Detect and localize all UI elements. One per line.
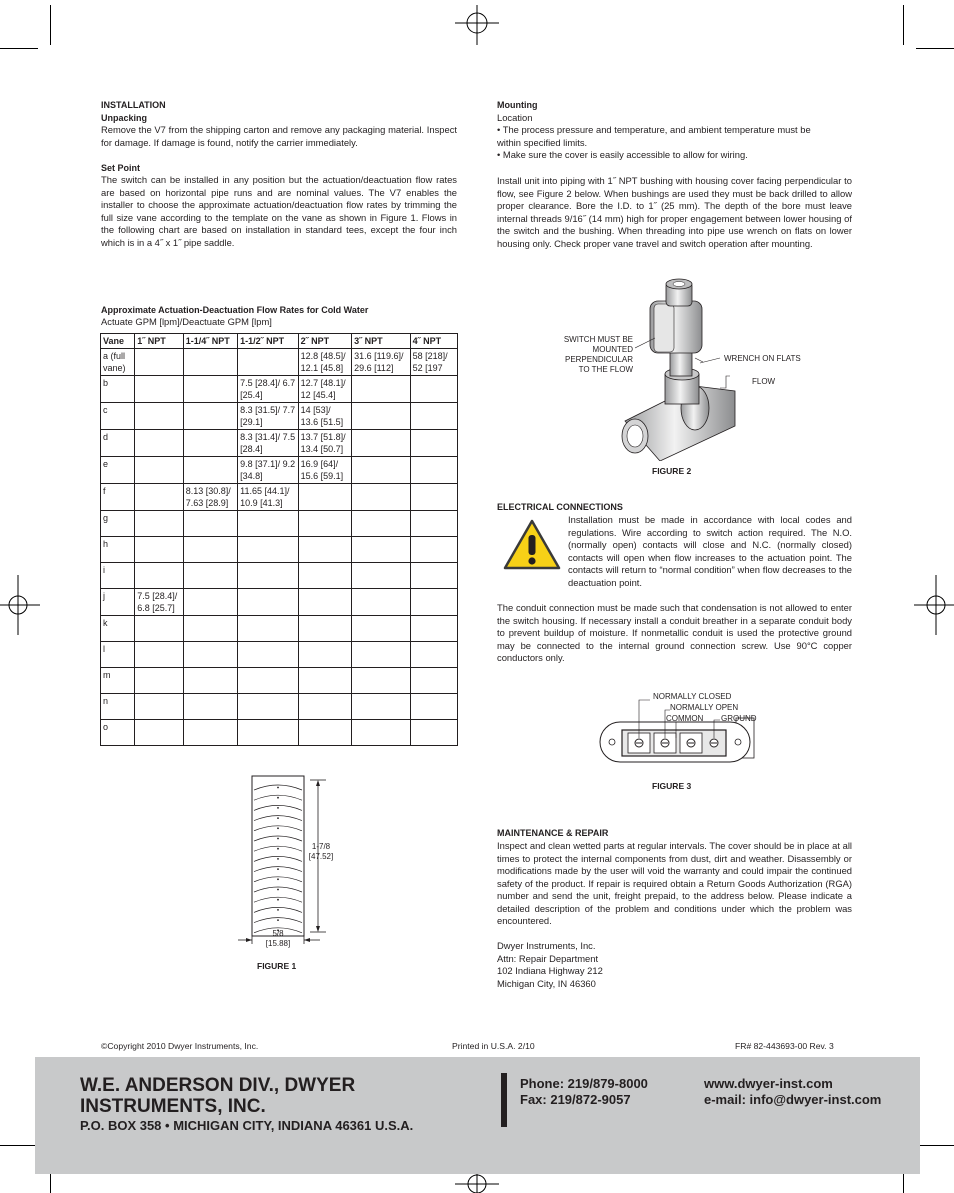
flow-rate-cell bbox=[298, 484, 351, 511]
vane-label-cell: n bbox=[101, 694, 135, 720]
vane-trim-mark bbox=[277, 909, 279, 911]
vane-trim-mark bbox=[277, 899, 279, 901]
flow-rate-cell: 11.65 [44.1]/ 10.9 [41.3] bbox=[238, 484, 299, 511]
flow-rate-cell bbox=[352, 484, 410, 511]
flow-rate-cell bbox=[135, 457, 183, 484]
table-row bbox=[101, 403, 458, 430]
fig3-normally-open: NORMALLY OPEN bbox=[670, 703, 739, 712]
vane-label-cell: k bbox=[101, 616, 135, 642]
flow-rate-cell: 8.3 [31.5]/ 7.7 [29.1] bbox=[238, 403, 299, 430]
table-header-cell: 3˝ NPT bbox=[352, 334, 410, 349]
table-row bbox=[101, 668, 458, 694]
po-box: P.O. BOX 358 • MICHIGAN CITY, INDIANA 46361 U.S.A. bbox=[80, 1118, 414, 1133]
registration-mark-left bbox=[0, 575, 40, 635]
flow-table-title: Approximate Actuation-Deactuation Flow Rates for Cold Water bbox=[101, 305, 369, 315]
flow-rate-cell bbox=[135, 616, 183, 642]
vane-label-cell: a (full vane) bbox=[101, 349, 135, 376]
flow-rate-cell bbox=[410, 457, 457, 484]
vane-trim-mark bbox=[277, 817, 279, 819]
maintenance-heading: MAINTENANCE & REPAIR bbox=[497, 828, 609, 838]
flow-rate-cell bbox=[135, 694, 183, 720]
flow-rate-cell bbox=[183, 642, 237, 668]
crop-mark bbox=[0, 1145, 38, 1146]
mounting-heading: Mounting bbox=[497, 100, 538, 110]
registration-mark-top bbox=[450, 5, 504, 45]
vane-label-cell: d bbox=[101, 430, 135, 457]
fig1-width-inch: 5/8 bbox=[272, 929, 284, 938]
flow-rate-cell bbox=[410, 694, 457, 720]
table-row bbox=[101, 484, 458, 511]
form-number: FR# 82-443693-00 Rev. 3 bbox=[735, 1041, 834, 1051]
crop-mark bbox=[0, 48, 38, 49]
fig3-normally-closed: NORMALLY CLOSED bbox=[653, 692, 732, 701]
flow-rate-cell bbox=[298, 642, 351, 668]
setpoint-text: The switch can be installed in any position but the actuation/deactuation flow rates are based on horizontal pipe runs and are nominal values. The V7 enables the installer to choose the approximate actuation/deactuation flow rates by trimming the full size vane according to the template on the vane as shown in Figure 1. Flows in the following chart are based on installation in standard tees, except the four inch which is in a 4˝ x 1˝ pipe saddle. bbox=[101, 174, 457, 248]
vane-trim-mark bbox=[277, 807, 279, 809]
flow-rate-cell bbox=[238, 616, 299, 642]
vane-trim-mark bbox=[277, 827, 279, 829]
vane-label-cell: o bbox=[101, 720, 135, 746]
flow-rate-cell bbox=[135, 349, 183, 376]
flow-rate-cell bbox=[352, 694, 410, 720]
table-row bbox=[101, 642, 458, 668]
vane-label-cell: m bbox=[101, 668, 135, 694]
flow-rate-cell bbox=[298, 616, 351, 642]
flow-rate-cell: 58 [218]/ 52 [197 bbox=[410, 349, 457, 376]
flow-rate-cell: 16.9 [64]/ 15.6 [59.1] bbox=[298, 457, 351, 484]
flow-rate-cell bbox=[352, 537, 410, 563]
flow-rate-cell: 14 [53]/ 13.6 [51.5] bbox=[298, 403, 351, 430]
flow-rate-cell bbox=[183, 457, 237, 484]
flow-rate-cell bbox=[410, 563, 457, 589]
company-name-line2: INSTRUMENTS, INC. bbox=[80, 1096, 266, 1117]
figure3-caption: FIGURE 3 bbox=[652, 781, 692, 791]
flow-rate-cell bbox=[135, 720, 183, 746]
flow-rate-cell: 9.8 [37.1]/ 9.2 [34.8] bbox=[238, 457, 299, 484]
conduit-text: The conduit connection must be made such that condensation is not allowed to enter the switch housing. If necessary install a conduit breather in a separate conduit body to prevent buildup of moisture. If nonmetallic conduit is used the protective ground may be connected to the internal ground connection screw. Use 90°C copper conductors only. bbox=[497, 602, 852, 663]
footer-divider bbox=[501, 1073, 507, 1127]
contact-phone-fax bbox=[520, 1076, 648, 1108]
table-header-cell: 1˝ NPT bbox=[135, 334, 183, 349]
flow-rate-cell bbox=[183, 511, 237, 537]
flow-rate-cell bbox=[135, 403, 183, 430]
table-header-row bbox=[101, 334, 458, 349]
flow-rate-cell bbox=[298, 511, 351, 537]
installation-heading: INSTALLATION bbox=[101, 100, 166, 110]
fig2-flow-callout: FLOW bbox=[752, 377, 776, 386]
crop-mark bbox=[903, 5, 904, 45]
vane-label-cell: i bbox=[101, 563, 135, 589]
unpacking-text: Remove the V7 from the shipping carton and remove any packaging material. Inspect for damage. If damage is found, notify the carrier immediately. bbox=[101, 124, 457, 148]
flow-rate-cell bbox=[352, 642, 410, 668]
table-row bbox=[101, 511, 458, 537]
table-row bbox=[101, 430, 458, 457]
table-row bbox=[101, 349, 458, 376]
mounting-bullet-1: • The process pressure and temperature, and ambient temperature must be within specified limits. bbox=[497, 124, 811, 148]
vane-label-cell: c bbox=[101, 403, 135, 430]
vane-trim-mark bbox=[277, 787, 279, 789]
flow-rate-cell bbox=[352, 720, 410, 746]
flow-rate-cell bbox=[183, 403, 237, 430]
vane-trim-mark bbox=[277, 919, 279, 921]
address-line: Attn: Repair Department bbox=[497, 952, 599, 964]
flow-rate-cell bbox=[238, 642, 299, 668]
flow-rate-cell bbox=[410, 537, 457, 563]
flow-rate-cell bbox=[183, 430, 237, 457]
flow-rate-cell: 7.5 [28.4]/ 6.7 [25.4] bbox=[238, 376, 299, 403]
table-row bbox=[101, 589, 458, 616]
electrical-heading: ELECTRICAL CONNECTIONS bbox=[497, 502, 623, 512]
address-line: 102 Indiana Highway 212 bbox=[497, 965, 603, 976]
flow-rate-cell bbox=[183, 563, 237, 589]
flow-rate-cell bbox=[135, 430, 183, 457]
flow-rate-cell bbox=[135, 563, 183, 589]
vane-label-cell: j bbox=[101, 589, 135, 616]
flow-rate-cell bbox=[298, 668, 351, 694]
flow-rate-cell bbox=[135, 376, 183, 403]
warning-icon bbox=[502, 518, 562, 572]
table-header-cell: 1-1/4˝ NPT bbox=[183, 334, 237, 349]
flow-rate-cell: 13.7 [51.8]/ 13.4 [50.7] bbox=[298, 430, 351, 457]
address-line: Michigan City, IN 46360 bbox=[497, 977, 596, 989]
flow-rate-cell bbox=[298, 537, 351, 563]
fig1-height-dim bbox=[307, 842, 335, 862]
vane-trim-mark bbox=[277, 878, 279, 880]
vane-trim-mark bbox=[277, 848, 279, 850]
vane-label-cell: b bbox=[101, 376, 135, 403]
flow-rate-cell bbox=[238, 694, 299, 720]
vane-label-cell: h bbox=[101, 537, 135, 563]
flow-table-subtitle: Actuate GPM [lpm]/Deactuate GPM [lpm] bbox=[101, 316, 272, 327]
printed-info: Printed in U.S.A. 2/10 bbox=[452, 1041, 535, 1051]
flow-rate-cell bbox=[352, 376, 410, 403]
table-row bbox=[101, 537, 458, 563]
flow-rate-cell bbox=[410, 403, 457, 430]
mounting-location: Location bbox=[497, 112, 533, 123]
vane-template-figure bbox=[230, 772, 340, 954]
copyright: ©Copyright 2010 Dwyer Instruments, Inc. bbox=[101, 1041, 259, 1051]
crop-mark bbox=[916, 48, 954, 49]
contact-web-email bbox=[704, 1076, 881, 1108]
fig2-wrench-callout: WRENCH ON FLATS bbox=[724, 354, 801, 363]
fig1-width-dim bbox=[258, 929, 298, 949]
fig1-width-mm: [15.88] bbox=[265, 939, 291, 948]
table-row bbox=[101, 457, 458, 484]
flow-rate-cell bbox=[135, 668, 183, 694]
crop-mark bbox=[916, 1145, 954, 1146]
unpacking-heading: Unpacking bbox=[101, 113, 148, 123]
flow-rate-cell bbox=[298, 563, 351, 589]
vane-trim-mark bbox=[277, 838, 279, 840]
mounting-bullet-2: • Make sure the cover is easily accessible to allow for wiring. bbox=[497, 149, 748, 160]
vane-label-cell: f bbox=[101, 484, 135, 511]
flow-rate-table bbox=[100, 333, 458, 746]
flow-rate-cell bbox=[352, 511, 410, 537]
flow-rate-cell bbox=[352, 430, 410, 457]
table-header-cell: 4˝ NPT bbox=[410, 334, 457, 349]
setpoint-heading: Set Point bbox=[101, 163, 141, 173]
flow-rate-cell bbox=[352, 403, 410, 430]
table-row bbox=[101, 563, 458, 589]
flow-rate-cell bbox=[410, 511, 457, 537]
flow-rate-cell bbox=[410, 642, 457, 668]
fig3-common: COMMON bbox=[666, 714, 704, 723]
flow-rate-cell bbox=[352, 563, 410, 589]
mounting-text: Install unit into piping with 1˝ NPT bushing with housing cover facing perpendicular to flow, see Figure 2 below. When bushings are used they must be back drilled to allow proper clearance. Bore the I.D. to 1˝ (25 mm). The depth of the bore must leave internal threads 9/16˝ (14 mm) high for proper engagement between lower housing of the switch and the bushing. When threading into pipe use wrench on flats on lower housing only. Check proper vane travel and switch operation after mounting. bbox=[497, 175, 852, 249]
flow-rate-cell bbox=[238, 563, 299, 589]
flow-rate-cell bbox=[410, 430, 457, 457]
flow-rate-cell bbox=[410, 668, 457, 694]
fig2-switch-callout: SWITCH MUST BE MOUNTED PERPENDICULAR TO THE FLOW bbox=[563, 335, 633, 374]
figure2-caption: FIGURE 2 bbox=[652, 466, 692, 476]
flow-rate-cell bbox=[238, 511, 299, 537]
flow-rate-cell bbox=[135, 511, 183, 537]
flow-rate-cell: 12.7 [48.1]/ 12 [45.4] bbox=[298, 376, 351, 403]
flow-rate-cell bbox=[352, 457, 410, 484]
fig1-height-mm: [47.52] bbox=[308, 852, 334, 861]
table-row bbox=[101, 720, 458, 746]
vane-trim-mark bbox=[277, 889, 279, 891]
flow-rate-cell bbox=[238, 349, 299, 376]
phone: Phone: 219/879-8000 bbox=[520, 1076, 648, 1091]
flow-rate-cell bbox=[298, 720, 351, 746]
flow-rate-cell bbox=[135, 642, 183, 668]
table-row bbox=[101, 694, 458, 720]
flow-rate-cell bbox=[238, 537, 299, 563]
flow-rate-cell bbox=[410, 720, 457, 746]
flow-rate-cell bbox=[352, 668, 410, 694]
figure1-caption: FIGURE 1 bbox=[257, 961, 297, 971]
flow-rate-cell bbox=[298, 589, 351, 616]
fax: Fax: 219/872-9057 bbox=[520, 1092, 631, 1107]
company-name-line1: W.E. ANDERSON DIV., DWYER bbox=[80, 1075, 356, 1096]
flow-rate-cell bbox=[183, 668, 237, 694]
flow-rate-cell bbox=[298, 694, 351, 720]
flow-rate-cell bbox=[183, 616, 237, 642]
fig3-ground: GROUND bbox=[721, 714, 757, 723]
flow-rate-cell bbox=[183, 376, 237, 403]
website-link[interactable]: www.dwyer-inst.com bbox=[704, 1076, 833, 1091]
repair-address bbox=[497, 940, 603, 990]
flow-rate-cell bbox=[183, 694, 237, 720]
vane-trim-mark bbox=[277, 858, 279, 860]
flow-rate-cell bbox=[238, 720, 299, 746]
registration-mark-right bbox=[914, 575, 954, 635]
vane-label-cell: g bbox=[101, 511, 135, 537]
flow-rate-cell bbox=[410, 484, 457, 511]
flow-rate-cell bbox=[135, 537, 183, 563]
flow-rate-cell: 31.6 [119.6]/ 29.6 [112] bbox=[352, 349, 410, 376]
flow-rate-cell bbox=[410, 376, 457, 403]
address-line: Dwyer Instruments, Inc. bbox=[497, 940, 596, 951]
table-row bbox=[101, 376, 458, 403]
flow-rate-cell bbox=[238, 668, 299, 694]
table-row bbox=[101, 616, 458, 642]
flow-rate-cell: 7.5 [28.4]/ 6.8 [25.7] bbox=[135, 589, 183, 616]
flow-rate-cell: 12.8 [48.5]/ 12.1 [45.8] bbox=[298, 349, 351, 376]
electrical-warning-text: Installation must be made in accordance with local codes and regulations. Wire according to switch action required. The N.O. (normally open) contacts will close and N.C. (normally closed) contacts will open when flow increases to the actuation point. The contacts will return to “normal condition” when flow decreases to the deactuation point. bbox=[568, 514, 852, 588]
flow-rate-cell bbox=[352, 616, 410, 642]
vane-trim-mark bbox=[277, 868, 279, 870]
flow-rate-cell bbox=[183, 589, 237, 616]
flow-rate-cell bbox=[183, 537, 237, 563]
table-header-cell: Vane bbox=[101, 334, 135, 349]
email-link[interactable]: e-mail: info@dwyer-inst.com bbox=[704, 1092, 882, 1107]
vane-label-cell: e bbox=[101, 457, 135, 484]
flow-rate-cell bbox=[135, 484, 183, 511]
table-header-cell: 2˝ NPT bbox=[298, 334, 351, 349]
flow-rate-cell bbox=[410, 589, 457, 616]
flow-rate-cell bbox=[183, 720, 237, 746]
company-name bbox=[80, 1075, 355, 1117]
vane-label-cell: l bbox=[101, 642, 135, 668]
crop-mark bbox=[50, 5, 51, 45]
maintenance-text: Inspect and clean wetted parts at regular intervals. The cover should be in place at all times to protect the internal components from dust, dirt and weather. Disassembly or modifications made by the user will void the warranty and could impair the continued safety of the product. If repair is required obtain a Return Goods Authorization (RGA) number and send the unit, freight prepaid, to the address below. Please indicate a detailed description of the problem and conditions under which the problem was encountered. bbox=[497, 840, 852, 926]
flow-rate-cell bbox=[352, 589, 410, 616]
flow-rate-cell bbox=[410, 616, 457, 642]
fig1-height-inch: 1-7/8 bbox=[311, 842, 331, 851]
vane-trim-mark bbox=[277, 797, 279, 799]
flow-rate-cell: 8.13 [30.8]/ 7.63 [28.9] bbox=[183, 484, 237, 511]
flow-rate-cell: 8.3 [31.4]/ 7.5 [28.4] bbox=[238, 430, 299, 457]
flow-rate-cell bbox=[183, 349, 237, 376]
table-header-cell: 1-1/2˝ NPT bbox=[238, 334, 299, 349]
flow-rate-cell bbox=[238, 589, 299, 616]
